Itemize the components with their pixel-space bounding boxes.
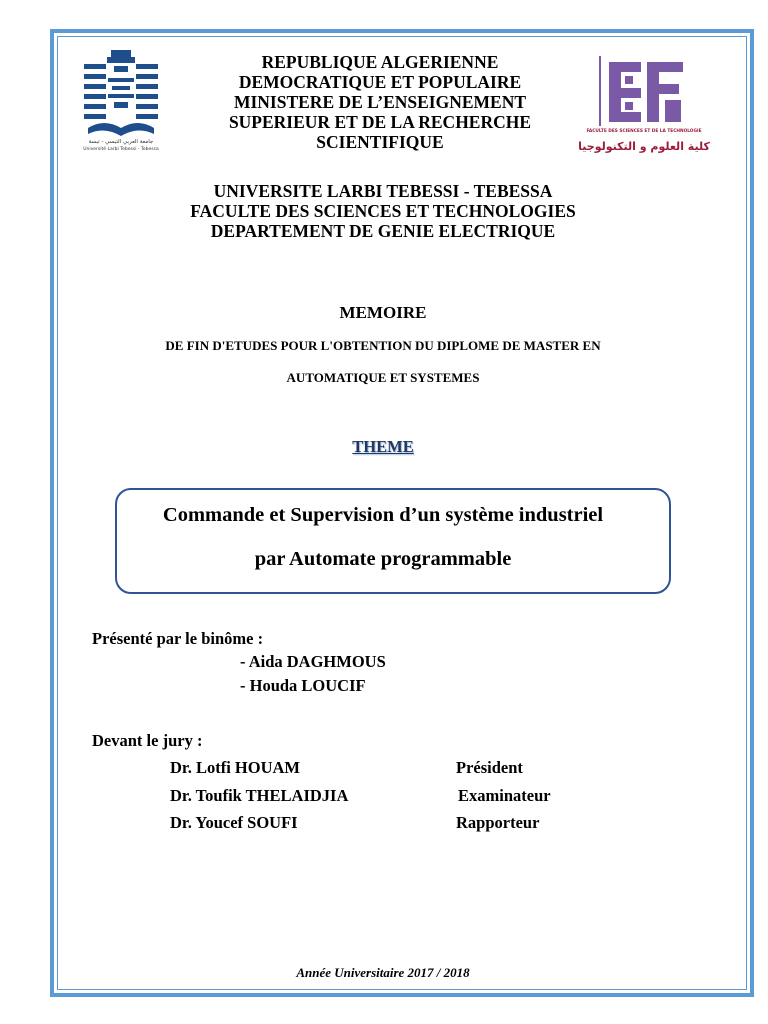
theme-title-line-2: par Automate programmable (254, 548, 512, 570)
faculty-caption-fr: FACULTE DES SCIENCES ET DE LA TECHNOLOGIE (586, 129, 702, 134)
header-line: SUPERIEUR ET DE LA RECHERCHE (228, 112, 532, 132)
university-line: UNIVERSITE LARBI TEBESSI - TEBESSA (213, 181, 553, 201)
header-line: REPUBLIQUE ALGERIENNE (261, 52, 499, 72)
presenter-name: - Aida DAGHMOUS (240, 652, 386, 671)
government-header (175, 52, 585, 152)
theme-title-line-1: Commande et Supervision d’un système industriel (162, 504, 604, 526)
faculty-line: FACULTE DES SCIENCES ET TECHNOLOGIES (190, 201, 576, 221)
university-header (100, 181, 666, 241)
presenters-label: Présenté par le binôme : (92, 629, 264, 648)
presenter-name: - Houda LOUCIF (240, 676, 366, 695)
university-emblem-icon (82, 48, 160, 152)
jury-member-role: Examinateur (458, 786, 551, 805)
faculty-logo-icon (578, 54, 710, 158)
jury-member-name: Dr. Lotfi HOUAM (170, 758, 301, 777)
jury-member-name: Dr. Youcef SOUFI (170, 813, 298, 832)
jury-member-role: Rapporteur (456, 813, 540, 832)
header-line: SCIENTIFIQUE (316, 132, 444, 152)
jury-label: Devant le jury : (92, 731, 203, 750)
jury-member-name: Dr. Toufik THELAIDJIA (170, 786, 349, 805)
jury-member-role: Président (456, 758, 523, 777)
theme-label: THEME (352, 437, 414, 456)
header-line: DEMOCRATIQUE ET POPULAIRE (238, 72, 522, 92)
department-line: DEPARTEMENT DE GENIE ELECTRIQUE (210, 221, 556, 241)
memoire-subtitle-line-2: AUTOMATIQUE ET SYSTEMES (286, 370, 480, 385)
academic-year: Année Universitaire 2017 / 2018 (296, 965, 470, 980)
memoire-subtitle-line-1: DE FIN D'ETUDES POUR L'OBTENTION DU DIPLOME DE MASTER EN (165, 338, 601, 353)
emblem-caption-ar: جامعة العربي التبسي - تبسة (88, 139, 154, 145)
header-line: MINISTERE DE L’ENSEIGNEMENT (233, 92, 527, 112)
faculty-caption-ar: كلية العلوم و التكنولوجيا (578, 140, 710, 153)
emblem-caption-fr: Université Larbi Tebessi - Tebessa (83, 147, 159, 152)
memoire-title: MEMOIRE (339, 303, 427, 322)
